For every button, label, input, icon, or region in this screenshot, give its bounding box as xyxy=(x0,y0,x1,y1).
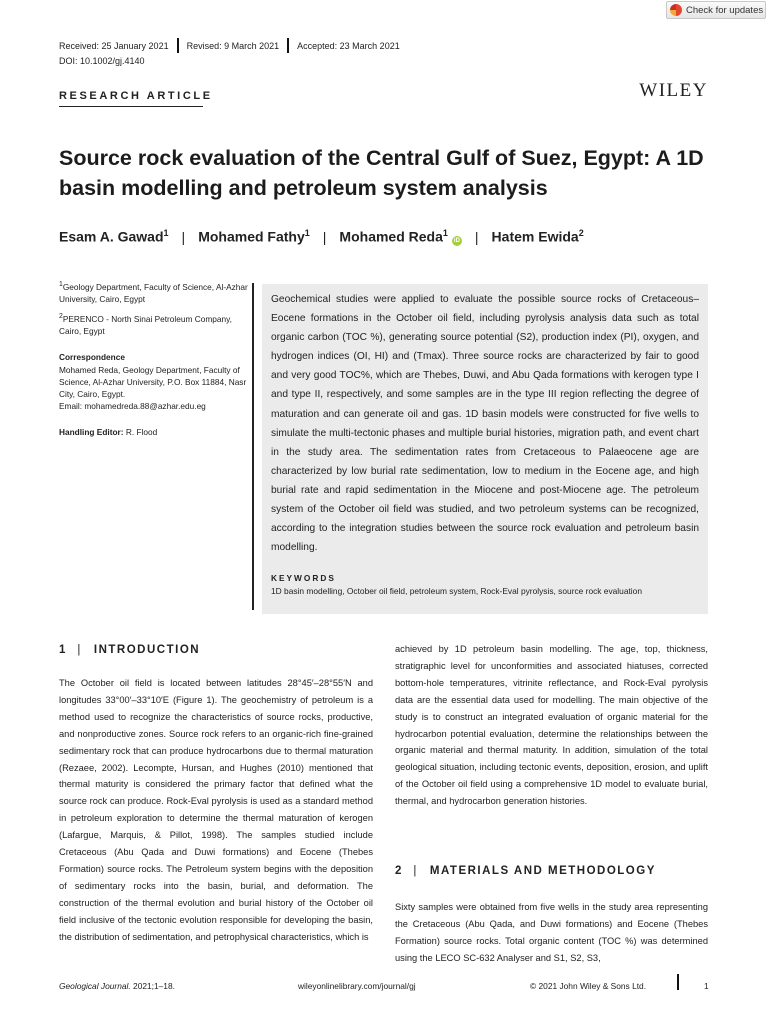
footer-divider xyxy=(677,974,679,990)
methods-text: Sixty samples were obtained from five wells in the study area representing the Cretaceous (Abu Qada, and Duwi formations) and Eocene (Thebes Formation) source rocks. Total organic content (TOC %) was determined using the LECO SC-632 Analyser and S1, S2, S3, xyxy=(395,902,708,963)
affiliation-1: $^1$Geology Department, Faculty of Science, Al-Azhar University, Cairo, Egypt xyxy=(59,281,248,304)
page-number: 1 xyxy=(704,981,709,991)
accepted-date: Accepted: 23 March 2021 xyxy=(297,40,400,51)
divider xyxy=(177,38,179,53)
introduction-right-column: achieved by 1D petroleum basin modelling. The age, top, thickness, stratigraphic level for unconformities and associated hiatuses, corrected bottom-hole temperatures, vitrinite reflectance, and Rock-Eval pyrolysis data are the essential data used for modelling. The main objective of the study is to construct an integrated evaluation of organic material for the hydrocarbon potential evaluation, determine the relationships between the organic material and thermal maturity. In addition, simulation of the total geological situation, including tectonic events, deposition, erosion, and uplift of the October oil field using a comprehensive 1D model to evaluate burial, thermal, and hydrocarbon generation histories. xyxy=(395,644,708,807)
handling-editor-name: R. Flood xyxy=(123,427,158,438)
article-title: Source rock evaluation of the Central Gulf of Suez, Egypt: A 1D basin modelling and petroleum system analysis xyxy=(59,146,704,200)
journal-url[interactable]: wileyonlinelibrary.com/journal/gj xyxy=(298,981,416,991)
article-history xyxy=(59,38,400,53)
author-name[interactable]: Mohamed Reda$^1$ xyxy=(339,228,448,245)
abstract-text: Geochemical studies were applied to evaluate the possible source rocks of Cretaceous–Eocene formations in the October oil field, including pyrolysis analysis data such as total organic carbon (TOC %), generating source potential (S2), production index (PI), oxygen, and hydrogen indices (OI, HI) and (Tmax). Three source rocks are characterized by fair to good and very good TOC%, which are Thebes, Duwi, and Abu Qada formations with kerogen type I and type II, respectively, and some samples are in the type III region reflecting the degree of maturation and can generate oil and gas. 1D basin models were constructed for five wells to simulate the multi-tectonic phases and multiple burial histories, migration path, and event chart in the study area. The sedimentation rates from Cretaceous to Palaeocene age are characterized by low burial rate sedimentation, low to medium in the Eocene age, and high burial rate and rapid sedimentation in the Miocene and post-Miocene age. The petroleum system of the October oil field was studied, and two petroleum systems can be recognized, according to the integration studies between the source rock evaluation and petroleum basin modelling. xyxy=(271,294,699,554)
doi-link[interactable]: DOI: 10.1002/gj.4140 xyxy=(59,56,145,66)
journal-citation: Geological Journal. 2021;1–18. xyxy=(59,981,175,991)
publisher-logo: WILEY xyxy=(639,80,708,101)
correspondence-email[interactable]: Email: mohamedreda.88@azhar.edu.eg xyxy=(59,401,206,412)
crossmark-icon xyxy=(670,4,682,16)
author-name[interactable]: Mohamed Fathy$^1$ xyxy=(198,228,310,245)
author-name[interactable]: Esam A. Gawad$^1$ xyxy=(59,228,169,245)
divider xyxy=(287,38,289,53)
check-for-updates-label: Check for updates xyxy=(686,4,764,16)
article-info-sidebar xyxy=(59,279,249,445)
copyright: © 2021 John Wiley & Sons Ltd. xyxy=(530,981,647,991)
introduction-left-column: The October oil field is located between latitudes 28°45′–28°55′N and longitudes 33°00′–33°10′E (Figure 1). The geochemistry of petroleum is a method used to recognize the characteristics of source rocks, productive, and nonproductive zones. Source rock refers to an organic-rich fine-grained sedimentary rock that can produce hydrocarbons due to thermal maturation (Rezaee, 2002). Lecompte, Hursan, and Hughes (2010) mentioned that thermal maturity is considered the primary factor that defined what the source rock can produce. Rock-Eval pyrolysis is used as a standard method in petroleum exploration to determine the thermal maturation of kerogen (Lafargue, Marquis, & Pillot, 1998). The samples studied include Cretaceous (Abu Qada and Duwi formations) and Eocene (Thebes Formation) source rocks. The Petroleum system begins with the deposition of sedimentary rocks into the basin, burial, and deformation. The construction of the thermal evolution and burial history of the October oil field inclusive of the tectonic evolution responsible for developing the basin, the distribution of sedimentation, and petrophysical characteristics, which is xyxy=(59,678,373,942)
author-list xyxy=(59,228,584,246)
handling-editor-label: Handling Editor: xyxy=(59,427,124,438)
author-separator: | xyxy=(181,228,186,245)
orcid-icon[interactable]: iD xyxy=(453,237,460,244)
affiliation-2: $^2$PERENCO - North Sinai Petroleum Company, Cairo, Egypt xyxy=(59,313,232,337)
section-heading-introduction: 1 | INTRODUCTION xyxy=(59,644,201,656)
author-separator: | xyxy=(474,228,479,245)
correspondence-text: Mohamed Reda, Geology Department, Faculty of Science, Al-Azhar University, P.O. Box 11884, Nasr City, Cairo, Egypt. xyxy=(59,364,247,399)
author-name[interactable]: Hatem Ewida$^2$ xyxy=(491,228,584,245)
section-heading-methods: 2 | MATERIALS AND METHODOLOGY xyxy=(395,865,656,877)
author-separator: | xyxy=(322,228,327,245)
check-for-updates-button[interactable] xyxy=(666,1,766,19)
article-type: RESEARCH ARTICLE xyxy=(59,90,213,102)
correspondence-heading: Correspondence xyxy=(59,352,125,363)
keywords-heading: KEYWORDS xyxy=(271,573,336,584)
abstract-box xyxy=(262,284,708,614)
article-type-underline xyxy=(59,106,203,107)
received-date: Received: 25 January 2021 xyxy=(59,40,169,51)
keywords-list: 1D basin modelling, October oil field, petroleum system, Rock-Eval pyrolysis, source rock evaluation xyxy=(271,586,642,597)
revised-date: Revised: 9 March 2021 xyxy=(186,40,280,51)
sidebar-divider xyxy=(252,283,254,610)
